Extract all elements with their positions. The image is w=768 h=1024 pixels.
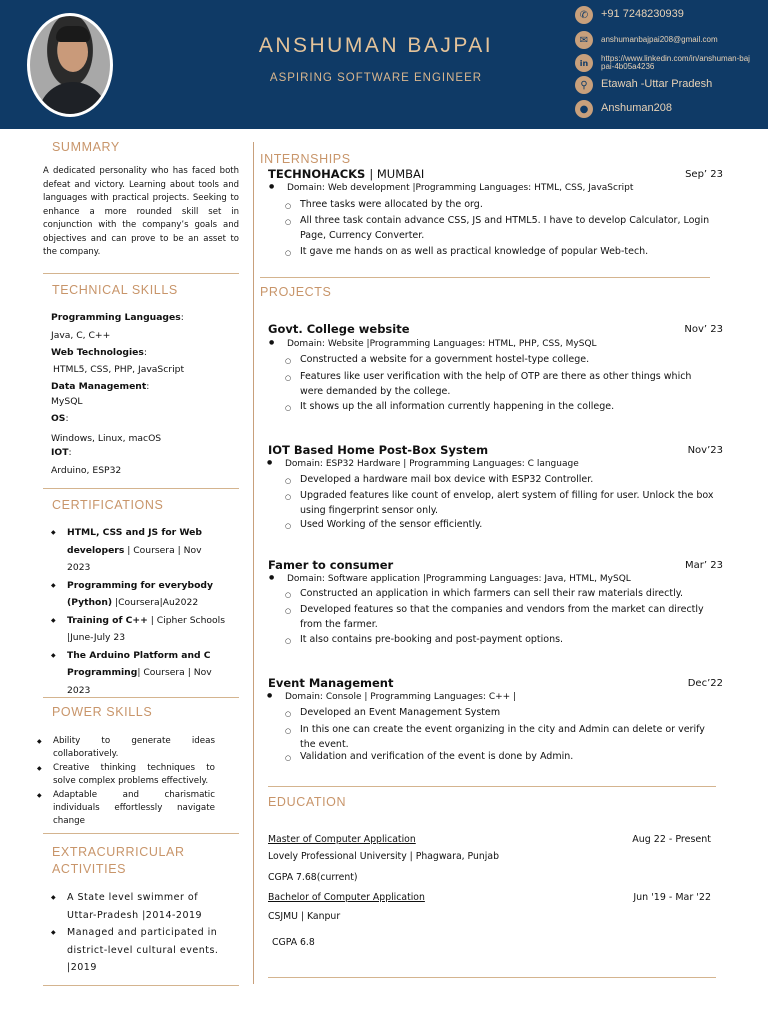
edu-date: Aug 22 - Present (632, 834, 711, 845)
edu-degree: Master of Computer Application (268, 834, 416, 845)
divider (43, 488, 239, 489)
list-item: ○ Three tasks were allocated by the org. (285, 198, 717, 213)
divider (43, 833, 239, 834)
list-item: ◆ A State level swimmer of Uttar-Pradesh |2014-2019 (51, 889, 231, 924)
project-domain: ● Domain: Software application |Programming Languages: Java, HTML, MySQL (269, 574, 631, 584)
skill-data-value: MySQL (51, 396, 83, 407)
project-title: Govt. College website (268, 322, 410, 336)
internship-domain: ● Domain: Web development |Programming Languages: HTML, CSS, JavaScript (269, 183, 633, 193)
divider (43, 273, 239, 274)
email-icon: ✉ (575, 31, 593, 49)
project-date: Nov’23 (687, 445, 723, 456)
divider (43, 697, 239, 698)
list-item: ○ All three task contain advance CSS, JS and HTML5. I have to develop Calculator, Login Page, Currency Converter. (285, 214, 717, 243)
edu-grade: CGPA 7.68(current) (268, 872, 358, 883)
project-title: Event Management (268, 676, 394, 690)
power-skills-heading: POWER SKILLS (52, 705, 153, 719)
project-domain: ● Domain: Console | Programming Languages: C++ | (267, 692, 516, 702)
divider (260, 277, 710, 278)
list-item: ○ Constructed a website for a government hostel-type college. (285, 353, 717, 368)
list-item: ○ Constructed an application in which farmers can sell their raw materials directly. (285, 587, 717, 602)
project-date: Mar’ 23 (685, 560, 723, 571)
divider (268, 977, 716, 978)
certifications-heading: CERTIFICATIONS (52, 498, 164, 512)
list-item: ◆ Training of C++ | Cipher Schools |June-July 23 (51, 612, 226, 647)
skill-web-value: HTML5, CSS, PHP, JavaScript (53, 364, 185, 375)
skill-programming: Programming Languages: (51, 312, 184, 323)
list-item: ○ In this one can create the event organizing in the city and Admin can delete or verify the event. (285, 723, 717, 752)
divider (43, 985, 239, 986)
edu-date: Jun '19 - Mar '22 (633, 892, 711, 903)
divider (268, 786, 716, 787)
contact-phone: ✆ +91 7248230939 (575, 6, 684, 24)
internship-date: Sep’ 23 (685, 169, 723, 180)
list-item: ◆ Creative thinking techniques to solve complex problems effectively. (37, 762, 215, 789)
list-item: ○ Developed a hardware mail box device with ESP32 Controller. (285, 473, 717, 488)
edu-school: CSJMU | Kanpur (268, 911, 341, 922)
contact-linkedin[interactable]: in https://www.linkedin.com/in/anshuman-bajpai-4b05a4236 (575, 54, 751, 72)
list-item: ◆ Programming for everybody (Python) |Coursera|Au2022 (51, 577, 226, 612)
internships-heading: INTERNSHIPS (260, 152, 351, 166)
contact-github[interactable]: ● Anshuman208 (575, 100, 672, 118)
contact-email[interactable]: ✉ anshumanbajpai208@gmail.com (575, 31, 751, 49)
power-skills-list (37, 735, 215, 829)
project-date: Nov’ 23 (684, 324, 723, 335)
candidate-role: ASPIRING SOFTWARE ENGINEER (269, 72, 483, 84)
summary-heading: SUMMARY (52, 140, 120, 154)
extracurricular-heading: EXTRACURRICULAR ACTIVITIES (52, 845, 185, 876)
skill-os: OS: (51, 413, 69, 424)
project-date: Dec’22 (687, 678, 723, 689)
list-item: ◆ Ability to generate ideas collaboratively. (37, 735, 215, 762)
profile-photo (27, 13, 113, 117)
contact-location: ⚲ Etawah -Uttar Pradesh (575, 76, 712, 94)
project-domain: ● Domain: ESP32 Hardware | Programming Languages: C language (267, 459, 579, 469)
list-item: ○ Used Working of the sensor efficiently. (285, 518, 717, 533)
edu-school: Lovely Professional University | Phagwara, Punjab (268, 851, 499, 862)
list-item: ○ It gave me hands on as well as practical knowledge of popular Web-tech. (285, 245, 717, 260)
github-icon: ● (575, 100, 593, 118)
list-item: ○ Validation and verification of the event is done by Admin. (285, 750, 717, 765)
skill-iot: IOT: (51, 447, 72, 458)
list-item: ◆ Managed and participated in district-level cultural events. |2019 (51, 924, 231, 977)
list-item: ○ Features like user verification with the help of OTP are there as other things which were demanded by the college. (285, 370, 717, 399)
list-item: ◆ HTML, CSS and JS for Web developers | Coursera | Nov 2023 (51, 524, 226, 577)
projects-heading: PROJECTS (260, 285, 332, 299)
location-icon: ⚲ (575, 76, 593, 94)
list-item: ○ Upgraded features like count of envelop, alert system of filling for user. Unlock the box using fingerprint sensor only. (285, 489, 717, 518)
list-item: ○ It also contains pre-booking and post-payment options. (285, 633, 717, 648)
extracurricular-list (51, 889, 231, 977)
list-item: ○ It shows up the all information currently happening in the college. (285, 400, 717, 415)
certifications-list (51, 524, 226, 699)
phone-icon: ✆ (575, 6, 593, 24)
edu-degree: Bachelor of Computer Application (268, 892, 425, 903)
edu-grade: CGPA 6.8 (272, 937, 315, 948)
skill-iot-value: Arduino, ESP32 (51, 465, 122, 476)
project-title: Famer to consumer (268, 558, 394, 572)
skill-web: Web Technologies: (51, 347, 147, 358)
summary-text: A dedicated personality who has faced both defeat and victory. Learning about tools and languages with practical projects. Seeking to enhance a more rounded skill set in conjunction with the company’s goals and objectives and can prove to be an asset to the company. (43, 166, 239, 257)
resume-header (0, 0, 768, 129)
internship-company: TECHNOHACKS | MUMBAI (268, 167, 425, 181)
list-item: ○ Developed an Event Management System (285, 706, 717, 721)
list-item: ○ Developed features so that the companies and vendors from the market can directly from the farmer. (285, 603, 717, 632)
list-item: ◆ The Arduino Platform and C Programming| Coursera | Nov 2023 (51, 647, 226, 700)
technical-skills-heading: TECHNICAL SKILLS (52, 283, 178, 297)
project-title: IOT Based Home Post-Box System (268, 443, 489, 457)
skill-data: Data Management: (51, 381, 150, 392)
education-heading: EDUCATION (268, 795, 347, 809)
skill-programming-value: Java, C, C++ (51, 330, 111, 341)
linkedin-icon: in (575, 54, 593, 72)
list-item: ◆ Adaptable and charismatic individuals effortlessly navigate change (37, 789, 215, 829)
skill-os-value: Windows, Linux, macOS (51, 433, 162, 444)
candidate-name: ANSHUMAN BAJPAI (258, 34, 494, 57)
column-divider (253, 142, 254, 984)
project-domain: ● Domain: Website |Programming Languages: HTML, PHP, CSS, MySQL (269, 339, 597, 349)
